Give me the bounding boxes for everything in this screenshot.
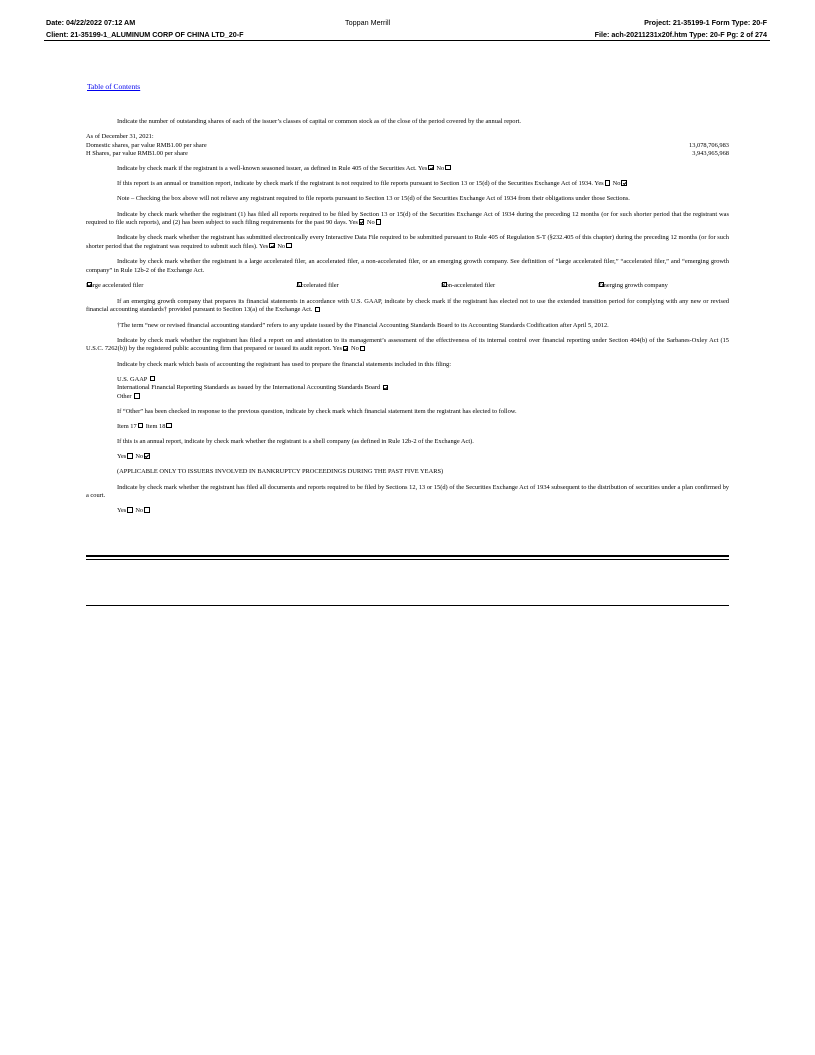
bankruptcy-options: Yes No	[86, 507, 729, 516]
accelerated-filer-checkbox[interactable]	[297, 282, 302, 287]
header-project: Project: 21-35199-1 Form Type: 20-F	[644, 18, 767, 27]
non-accelerated-filer-checkbox[interactable]	[442, 282, 447, 287]
h-shares-row	[86, 150, 729, 159]
not-required-yes-checkbox[interactable]	[605, 180, 610, 185]
filer-type-question: Indicate by check mark whether the registrant is a large accelerated filer, an accelerated filer, a non-accelerated filer, or an emerging growth company. See definition of “large accelerated filer,” “accelerated filer,” and “emerging growth company” in Rule 12b-2 of the Exchange Act.	[86, 258, 729, 274]
bankruptcy-no-checkbox[interactable]	[144, 507, 149, 512]
domestic-shares-label: Domestic shares, par value RMB1.00 per share	[86, 141, 207, 149]
shell-no-checkbox[interactable]	[144, 453, 149, 458]
filer-type-options: Large accelerated filer Accelerated filer Non-accelerated filer Emerging growth company	[86, 281, 668, 289]
shell-company-options: Yes No	[86, 453, 729, 462]
filed-no-checkbox[interactable]	[376, 219, 381, 224]
us-gaap-option: U.S. GAAP	[117, 376, 729, 385]
shares-outstanding	[86, 133, 729, 159]
item-options: Item 17 Item 18	[86, 423, 729, 432]
item-18-checkbox[interactable]	[166, 423, 171, 428]
cover-page-body	[86, 118, 729, 523]
not-required-no-checkbox[interactable]	[621, 180, 626, 185]
icfr-no-checkbox[interactable]	[360, 346, 365, 351]
bankruptcy-question: Indicate by check mark whether the registrant has filed all documents and reports required to be filed by Sections 12, 13 or 15(d) of the Securities Exchange Act of 1934 subsequent to the distribution of securities under a plan confirmed by a court.	[86, 483, 729, 500]
seasoned-yes-checkbox[interactable]	[428, 165, 433, 170]
h-shares-value: 3,943,965,968	[692, 150, 729, 158]
ifrs-option: International Financial Reporting Standards as issued by the International Accounting Standards Board	[117, 384, 729, 393]
filed-yes-checkbox[interactable]	[359, 219, 364, 224]
large-accelerated-filer-checkbox[interactable]	[87, 282, 92, 287]
icfr-yes-checkbox[interactable]	[343, 346, 348, 351]
shell-company-question: If this is an annual report, indicate by check mark whether the registrant is a shell company (as defined in Rule 12b-2 of the Exchange Act).	[117, 437, 474, 445]
header-printer: Toppan Merrill	[345, 18, 391, 27]
header-client: Client: 21-35199-1_ALUMINUM CORP OF CHINA LTD_20-F	[46, 30, 244, 39]
interactive-no-checkbox[interactable]	[286, 243, 291, 248]
header-date: Date: 04/22/2022 07:12 AM	[46, 18, 136, 27]
accounting-basis-options	[86, 376, 729, 402]
domestic-shares-value: 13,078,706,983	[689, 141, 729, 149]
as-of-date: As of December 31, 2021:	[86, 133, 154, 141]
extended-transition-checkbox[interactable]	[315, 307, 320, 312]
interactive-data-question: Indicate by check mark whether the registrant has submitted electronically every Interactive Data File required to be submitted pursuant to Rule 405 of Regulation S-T (§232.405 of this chapter) during the preceding 12 months (or for such shorter period that the registrant was required to submit such files). Yes No	[86, 234, 729, 250]
icfr-question: Indicate by check mark whether the registrant has filed a report on and attestation to its management’s assessment of the effectiveness of its internal control over financial reporting under Section 404(b) of the Sarbanes-Oxley Act (15 U.S.C. 7262(b)) by the registered public accounting firm that prepared or issued its audit report. Yes No	[86, 336, 729, 353]
other-item-question: If “Other” has been checked in response to the previous question, indicate by check mark which financial statement item the registrant has elected to follow.	[117, 407, 517, 415]
seasoned-no-checkbox[interactable]	[445, 165, 450, 170]
section-divider-thin	[86, 559, 729, 560]
bankruptcy-yes-checkbox[interactable]	[127, 507, 132, 512]
other-basis-option: Other	[117, 393, 729, 402]
bankruptcy-heading: (APPLICABLE ONLY TO ISSUERS INVOLVED IN BANKRUPTCY PROCEEDINGS DURING THE PAST FIVE YEARS)	[117, 468, 444, 476]
filed-reports-question: Indicate by check mark whether the registrant (1) has filed all reports required to be filed by Section 13 or 15(d) of the Securities Exchange Act of 1934 during the preceding 12 months (or for such shorter period that the registrant was required to file such reports), and (2) has been subject to such filing requirements for the past 90 days. Yes No	[86, 210, 729, 227]
domestic-shares-row	[86, 142, 729, 151]
header-file: File: ach-20211231x20f.htm Type: 20-F Pg: 2 of 274	[594, 30, 767, 39]
page-bottom-rule	[86, 605, 729, 606]
emerging-growth-checkbox[interactable]	[599, 282, 604, 287]
not-required-question: If this report is an annual or transition report, indicate by check mark if the registrant is not required to file reports pursuant to Section 13 or 15(d) of the Securities Exchange Act of 1934. Yes No	[86, 180, 729, 189]
interactive-yes-checkbox[interactable]	[269, 243, 274, 248]
note-paragraph: Note – Checking the box above will not relieve any registrant required to file reports pursuant to Section 13 or 15(d) of the Securities Exchange Act of 1934 from their obligations under those Sections.	[117, 195, 630, 203]
emerging-growth-question: If an emerging growth company that prepares its financial statements in accordance with U.S. GAAP, indicate by check mark if the registrant has elected not to use the extended transition period for complying with any new or revised financial accounting standards† provided pursuant to Section 13(a) of the Exchange Act.	[86, 297, 729, 314]
dagger-footnote: †The term “new or revised financial accounting standard” refers to any update issued by the Financial Accounting Standards Board to its Accounting Standards Codification after April 5, 2012.	[117, 321, 609, 329]
table-of-contents-link[interactable]: Table of Contents	[87, 82, 141, 91]
header-divider	[44, 40, 770, 41]
ifrs-checkbox[interactable]	[383, 385, 388, 390]
us-gaap-checkbox[interactable]	[150, 376, 155, 381]
other-basis-checkbox[interactable]	[134, 393, 139, 398]
h-shares-label: H Shares, par value RMB1.00 per share	[86, 150, 188, 158]
seasoned-issuer-question: Indicate by check mark if the registrant is a well-known seasoned issuer, as defined in Rule 405 of the Securities Act. Yes No	[86, 165, 729, 174]
accounting-basis-question: Indicate by check mark which basis of accounting the registrant has used to prepare the financial statements included in this filing:	[117, 360, 451, 368]
shell-yes-checkbox[interactable]	[127, 453, 132, 458]
section-divider-thick	[86, 555, 729, 557]
shares-intro: Indicate the number of outstanding shares of each of the issuer’s classes of capital or common stock as of the close of the period covered by the annual report.	[117, 118, 521, 125]
item-17-checkbox[interactable]	[138, 423, 143, 428]
